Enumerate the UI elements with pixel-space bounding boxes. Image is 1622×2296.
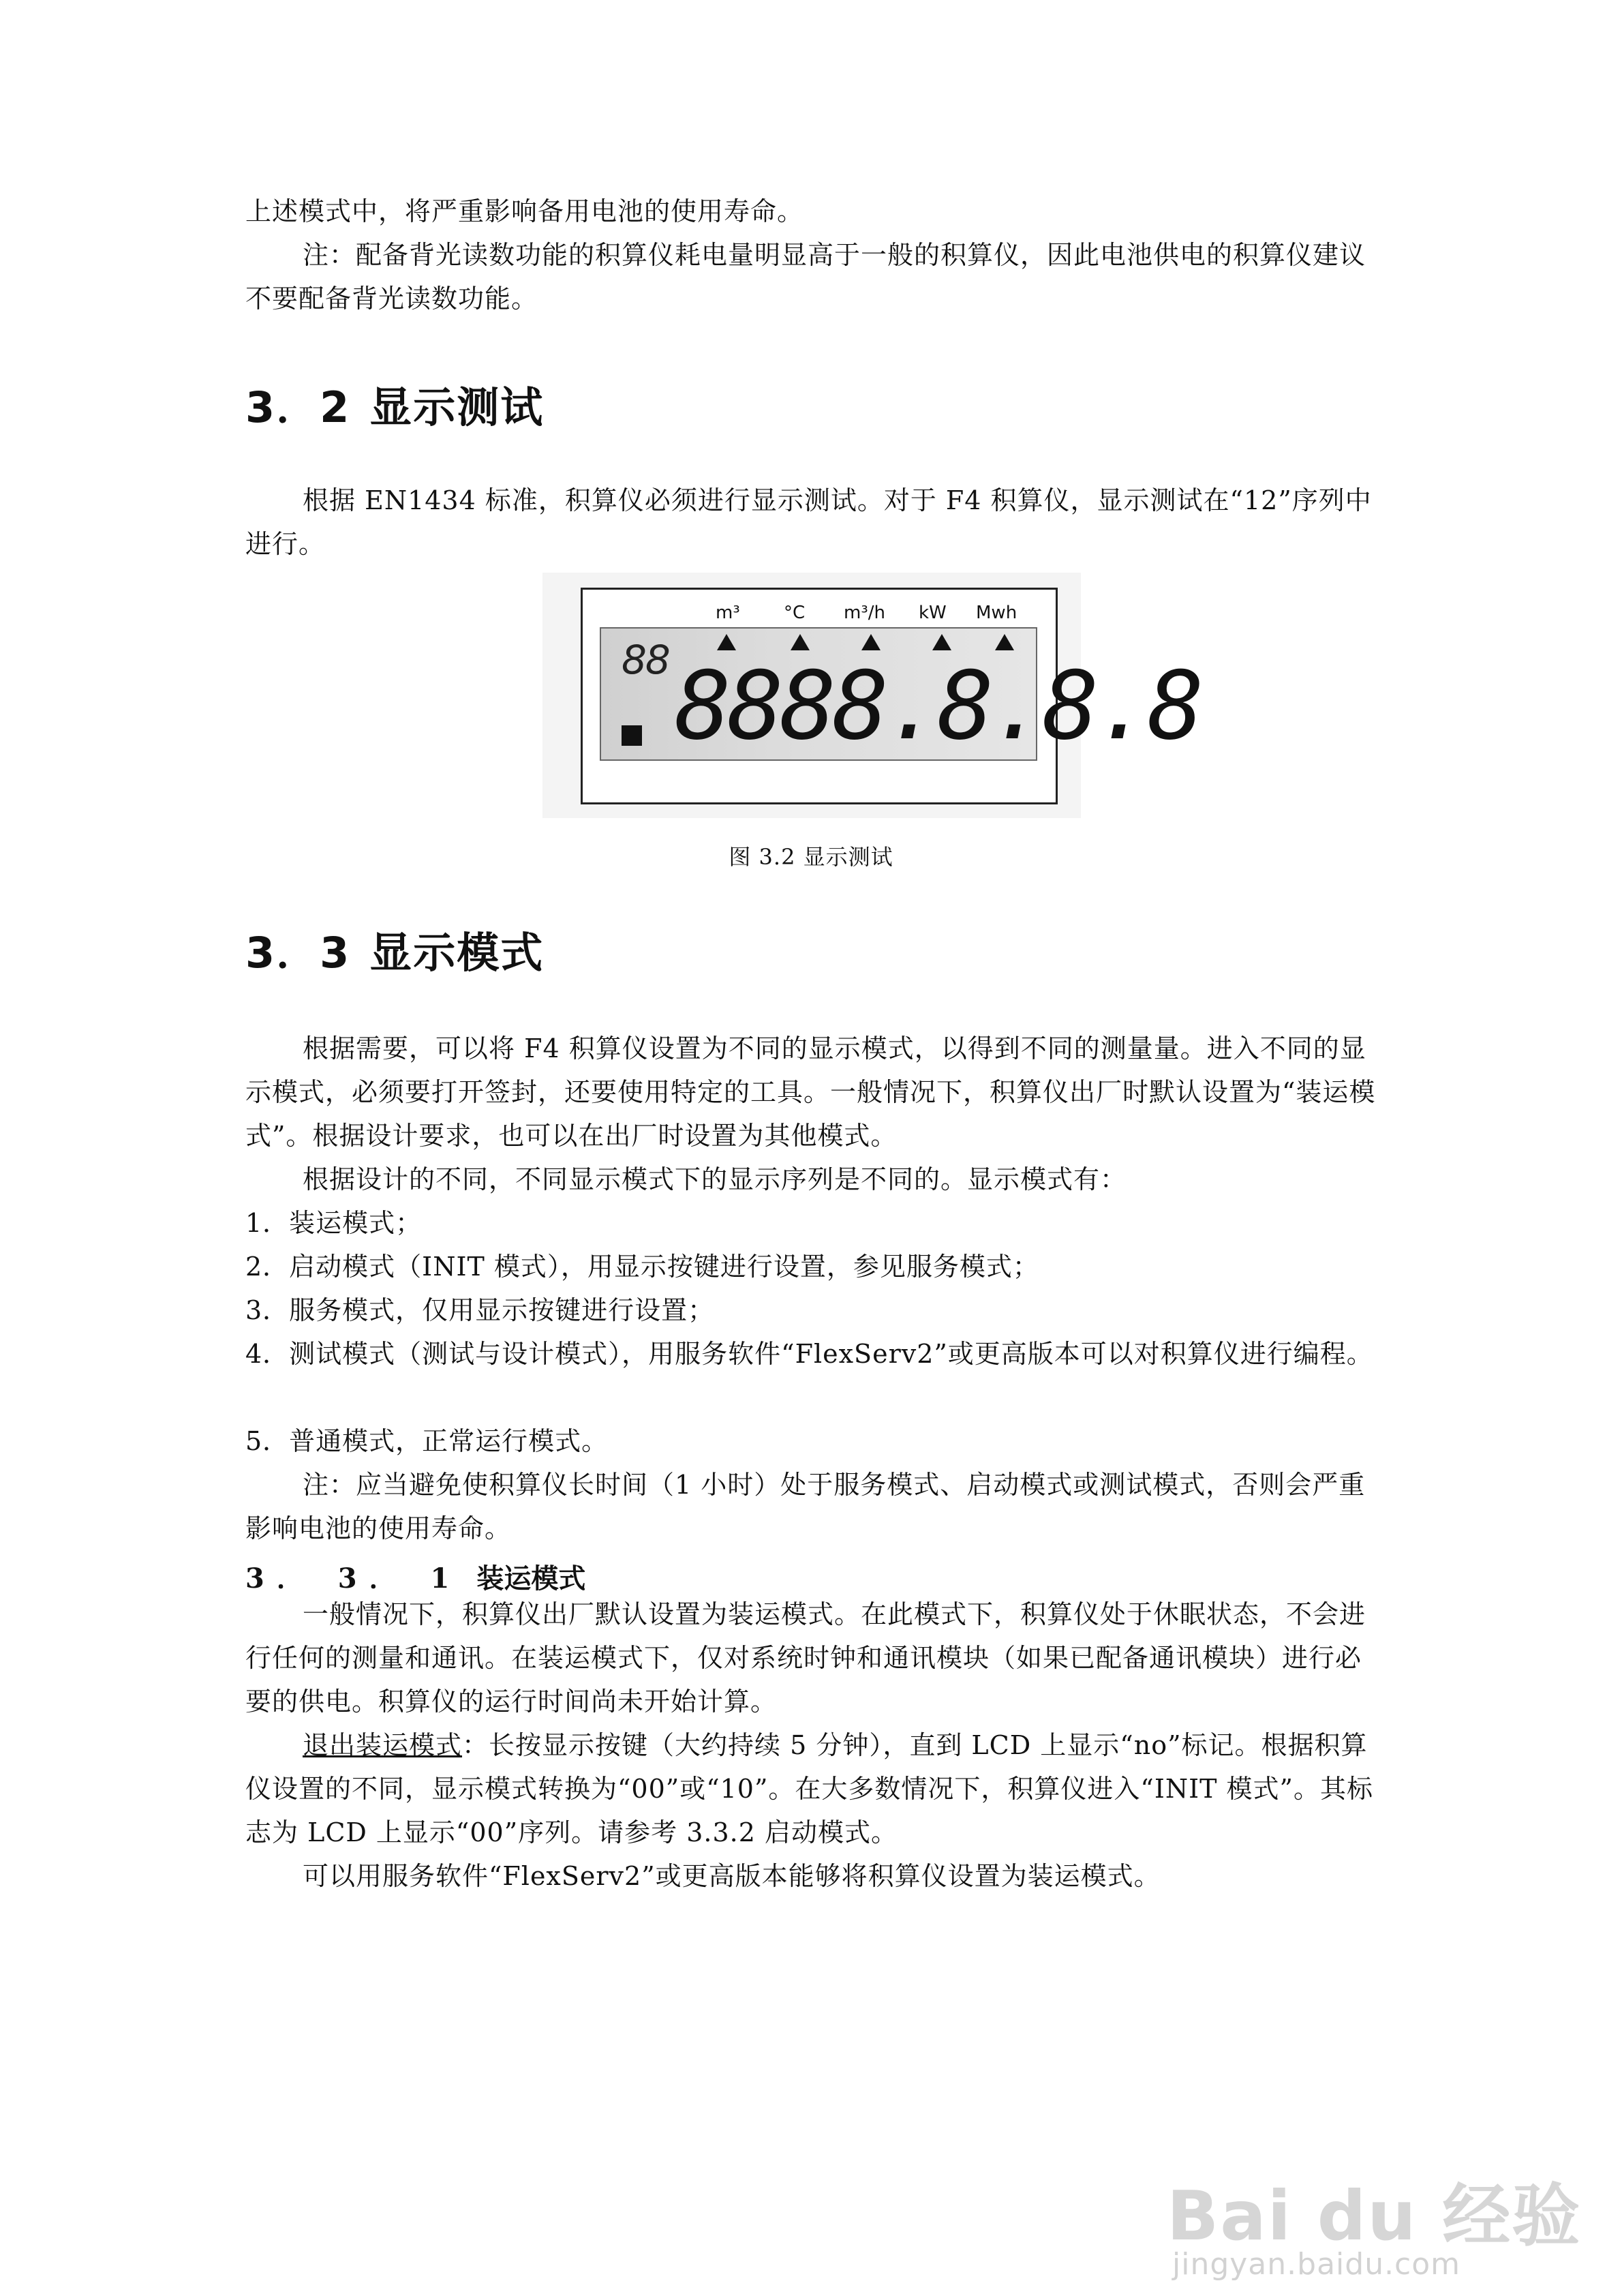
section-3-3-para2: 根据设计的不同，不同显示模式下的显示序列是不同的。显示模式有： (303, 1164, 1127, 1194)
section-3-3-heading (245, 919, 544, 980)
lcd-unit-mwh: Mwh (976, 603, 1017, 623)
lcd-arrow-mwh-icon (995, 634, 1014, 650)
figure-caption: 图 3.2 显示测试 (729, 844, 893, 870)
section-3-3-1-heading (245, 1557, 585, 1596)
lcd-unit-celsius: °C (784, 603, 806, 623)
exit-shipping-mode-text: ：长按显示按键（大约持续 5 分钟），直到 LCD 上显示“no”标记。根据积算仪设置的不同，显示模式转换为“00”或“10”。在大多数情况下，积算仪进入“INIT 模式”。其标志为 LCD 上显示“00”序列。请参考 3.3.2 启动模式。 (245, 1730, 1373, 1847)
section-3-2-title: 显示测试 (369, 382, 545, 432)
section-3-3-title: 显示模式 (369, 928, 545, 978)
section-3-2-number: 3．2 (245, 382, 351, 432)
exit-shipping-mode-label: 退出装运模式 (303, 1730, 463, 1760)
mode-list-item-3: 3．服务模式，仅用显示按键进行设置； (245, 1295, 715, 1325)
lcd-unit-kw: kW (919, 603, 947, 623)
section-3-3-para1: 根据需要，可以将 F4 积算仪设置为不同的显示模式，以得到不同的测量量。进入不同的显示模式，必须要打开签封，还要使用特定的工具。一般情况下，积算仪出厂时默认设置为“装运模式”。根据设计要求，也可以在出厂时设置为其他模式。 (245, 1033, 1376, 1151)
section-3-3-number: 3．3 (245, 928, 351, 978)
baidu-watermark-logo: Bai du 经验 (1167, 2176, 1582, 2256)
section-3-3-1-para3: 可以用服务软件“FlexServ2”或更高版本能够将积算仪设置为装运模式。 (303, 1861, 1161, 1891)
section-3-2-heading (245, 374, 544, 434)
section-3-3-note: 注：应当避免使积算仪长时间（1 小时）处于服务模式、启动模式或测试模式，否则会严重影响电池的使用寿命。 (245, 1470, 1366, 1543)
section-3-3-1-number: 3． 3． 1 (245, 1562, 462, 1595)
lcd-arrow-m3h-icon (861, 634, 881, 650)
section-3-3-1-title: 装运模式 (476, 1562, 586, 1595)
lcd-small-digits: 88 (622, 637, 669, 683)
section-3-2-intro: 根据 EN1434 标准，积算仪必须进行显示测试。对于 F4 积算仪，显示测试在“12”序列中进行。 (245, 485, 1372, 559)
lcd-arrow-kw-icon (932, 634, 951, 650)
mode-list-item-5: 5．普通模式，正常运行模式。 (245, 1426, 609, 1456)
lcd-arrow-celsius-icon (791, 634, 810, 650)
lcd-main-digits: 8888.8.8.8 (675, 651, 1200, 761)
mode-list-item-2: 2．启动模式（INIT 模式），用显示按键进行设置，参见服务模式； (245, 1252, 1039, 1282)
note-backlight: 注：配备背光读数功能的积算仪耗电量明显高于一般的积算仪，因此电池供电的积算仪建议不要配备背光读数功能。 (245, 240, 1366, 314)
section-3-3-1-para1: 一般情况下，积算仪出厂默认设置为装运模式。在此模式下，积算仪处于休眠状态，不会进行任何的测量和通讯。在装运模式下，仅对系统时钟和通讯模块（如果已配备通讯模块）进行必要的供电。积算仪的运行时间尚未开始计算。 (245, 1599, 1366, 1717)
lcd-arrow-m3-icon (717, 634, 736, 650)
mode-list-item-1: 1．装运模式； (245, 1208, 423, 1238)
baidu-watermark-url: jingyan.baidu.com (1172, 2247, 1461, 2282)
lcd-square-indicator-icon (622, 725, 642, 746)
lcd-unit-m3: m³ (716, 603, 740, 623)
paragraph-battery-life: 上述模式中，将严重影响备用电池的使用寿命。 (245, 196, 804, 226)
mode-list-item-4: 4．测试模式（测试与设计模式），用服务软件“FlexServ2”或更高版本可以对积算仪进行编程。 (245, 1339, 1373, 1369)
exit-shipping-mode-paragraph (245, 1723, 1383, 1854)
lcd-unit-m3h: m³/h (844, 603, 885, 623)
